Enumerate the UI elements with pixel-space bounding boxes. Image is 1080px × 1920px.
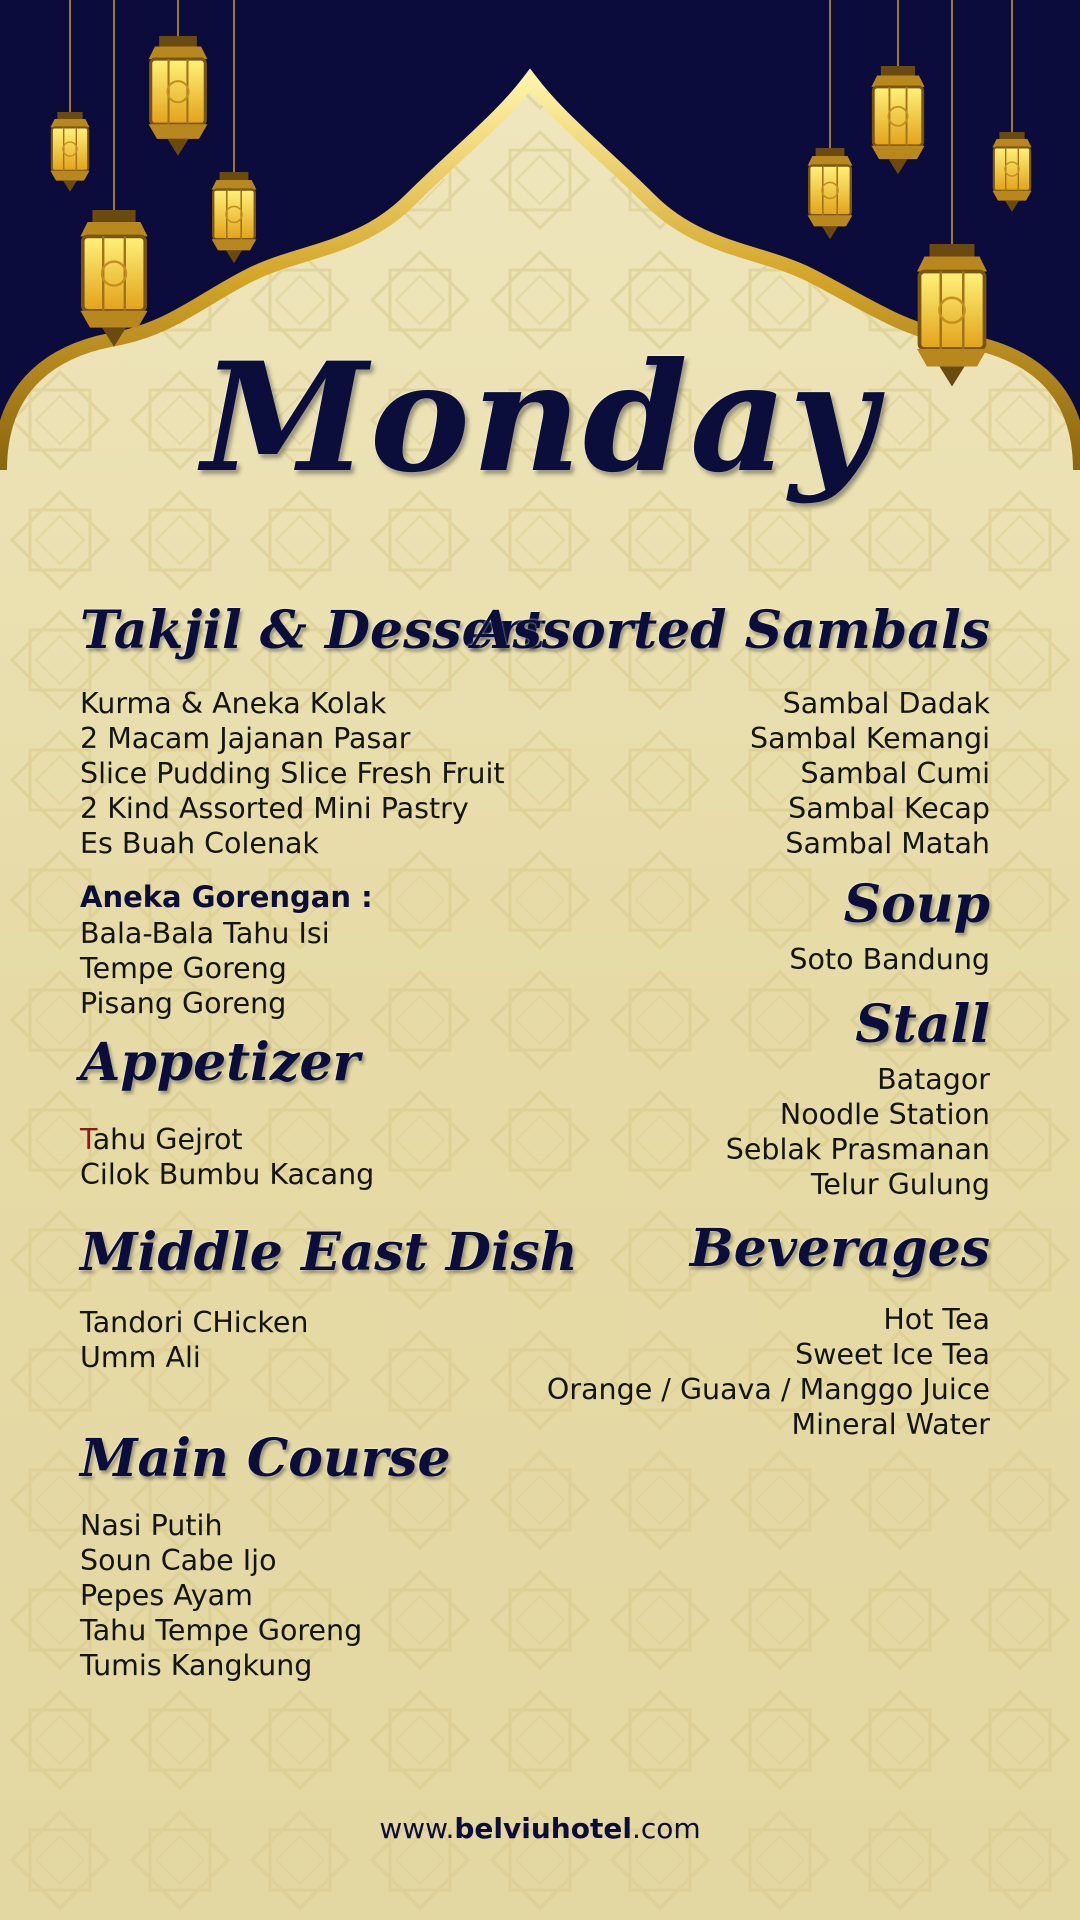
list-stall (726, 1062, 990, 1202)
heading-middle-east-dish: Middle East Dish (80, 1222, 578, 1283)
list-item: Slice Pudding Slice Fresh Fruit (80, 757, 505, 790)
list-item: 2 Kind Assorted Mini Pastry (80, 792, 469, 825)
list-item: Sweet Ice Tea (795, 1338, 990, 1371)
website-url[interactable] (0, 1812, 1080, 1845)
list-item: Noodle Station (779, 1098, 990, 1131)
list-item: Es Buah Colenak (80, 827, 319, 860)
list-item: Sambal Kemangi (750, 722, 990, 755)
list-item: Orange / Guava / Manggo Juice (546, 1373, 990, 1406)
list-takjil-dessert (80, 686, 505, 861)
list-item: Tahu Gejrot (80, 1123, 243, 1156)
list-item: Sambal Cumi (800, 757, 990, 790)
list-beverages (547, 1302, 990, 1442)
url-brand: belviuhotel (454, 1812, 632, 1845)
list-item: Sambal Matah (785, 827, 990, 860)
list-item: Tahu Tempe Goreng (80, 1614, 363, 1647)
list-middle-east-dish (80, 1305, 308, 1375)
list-item: Hot Tea (883, 1303, 990, 1336)
list-item: Pisang Goreng (80, 987, 287, 1020)
heading-main-course: Main Course (80, 1428, 451, 1489)
list-soup (789, 942, 990, 977)
list-item: Sambal Kecap (788, 792, 990, 825)
list-item: Mineral Water (791, 1408, 990, 1441)
list-item: Seblak Prasmanan (725, 1133, 990, 1166)
list-assorted-sambals (750, 686, 990, 861)
list-main-course (80, 1508, 362, 1683)
list-item: Telur Gulung (810, 1168, 990, 1201)
list-item: Bala-Bala Tahu Isi (80, 917, 330, 950)
url-suffix: .com (631, 1812, 701, 1845)
list-item: Tandori CHicken (80, 1306, 309, 1339)
subheading-aneka-gorengan: Aneka Gorengan : (80, 880, 373, 914)
page-title: Monday (201, 330, 879, 506)
heading-takjil-dessert: Takjil & Dessert (80, 600, 547, 661)
heading-assorted-sambals: Assorted Sambals (472, 600, 990, 661)
list-item: Kurma & Aneka Kolak (80, 687, 387, 720)
list-item: Tempe Goreng (80, 952, 287, 985)
list-item: 2 Macam Jajanan Pasar (80, 722, 411, 755)
list-item: Pepes Ayam (80, 1579, 253, 1612)
list-item: Cilok Bumbu Kacang (80, 1158, 375, 1191)
heading-beverages: Beverages (689, 1218, 990, 1279)
list-aneka-gorengan (80, 916, 330, 1021)
list-item: Soto Bandung (789, 943, 990, 976)
list-item: Tumis Kangkung (80, 1649, 313, 1682)
list-item: Soun Cabe Ijo (80, 1544, 277, 1577)
heading-stall: Stall (855, 994, 990, 1055)
list-item: Batagor (877, 1063, 990, 1096)
heading-appetizer: Appetizer (80, 1032, 360, 1093)
heading-soup: Soup (843, 874, 990, 935)
list-appetizer (80, 1122, 374, 1192)
url-prefix: www. (379, 1812, 455, 1845)
list-item: Umm Ali (80, 1341, 201, 1374)
list-item: Sambal Dadak (782, 687, 990, 720)
list-item: Nasi Putih (80, 1509, 223, 1542)
